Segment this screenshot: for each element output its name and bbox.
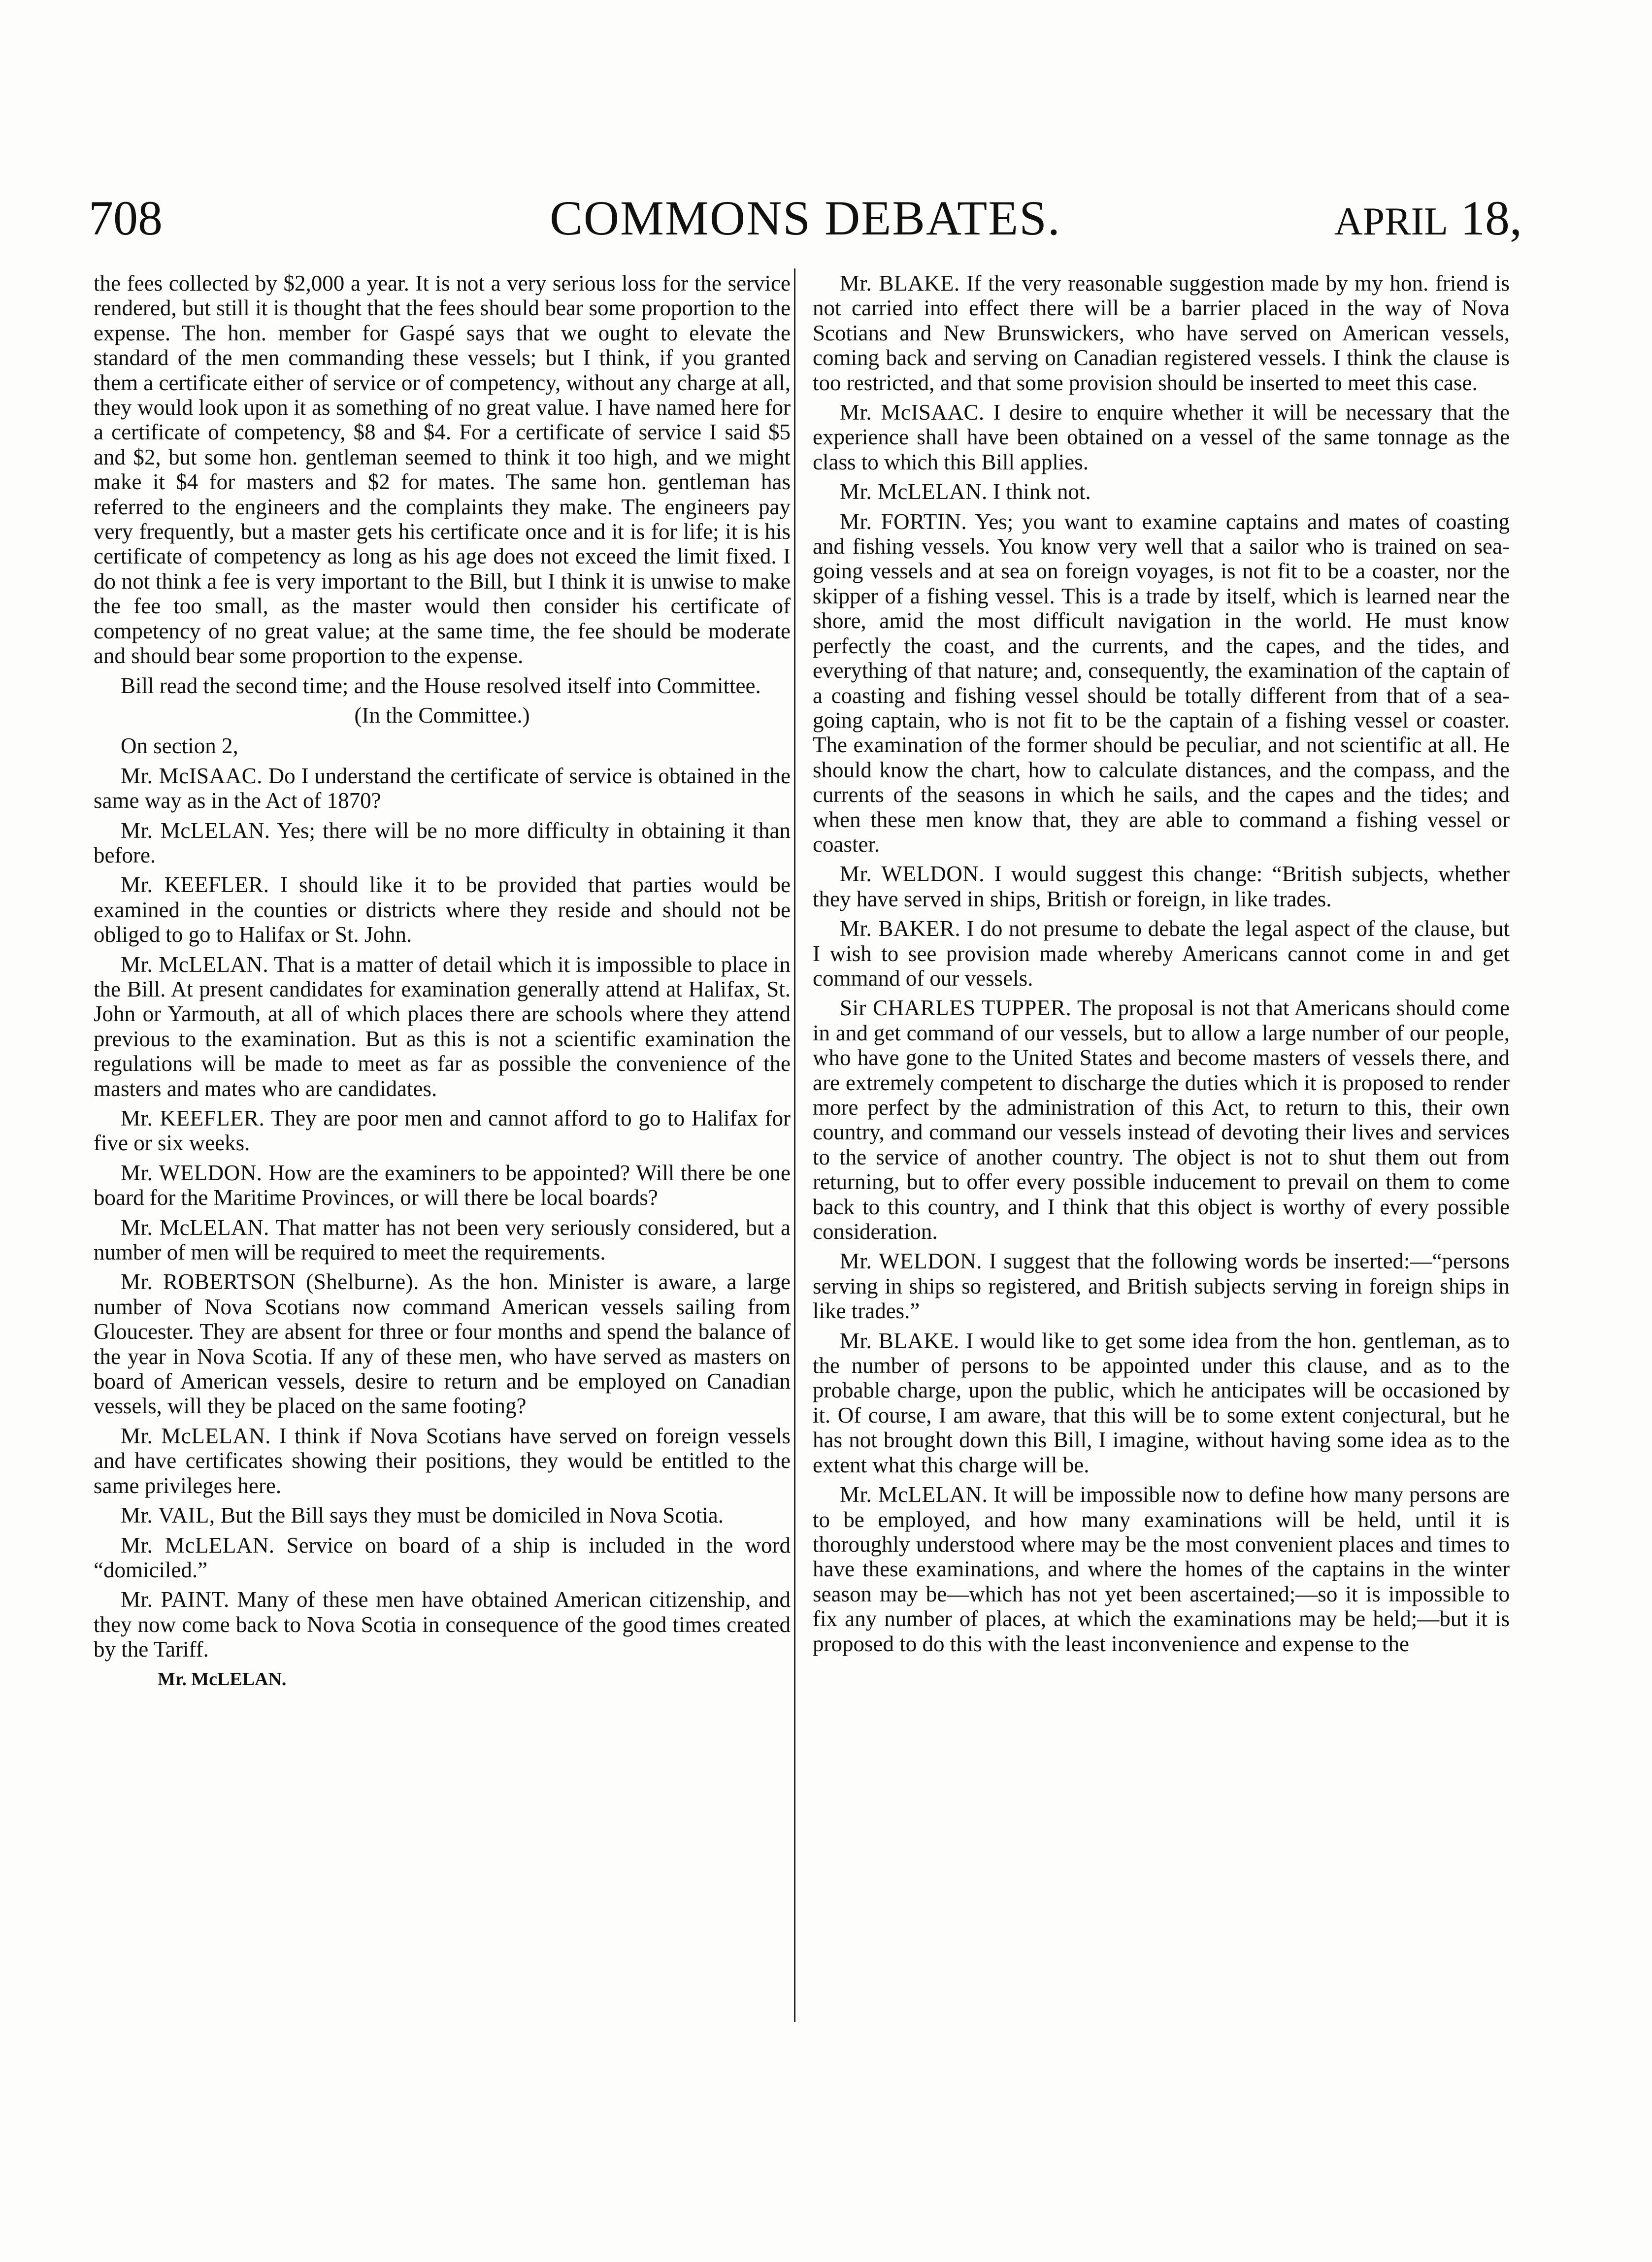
speaker-name: Mr. McLELAN. <box>121 1423 271 1448</box>
column-divider <box>794 268 795 2022</box>
speech-text: That is a matter of detail which it is impossible to place in the Bill. At present candidates for examination generally attend at Halifax, St. John or Yarmouth, at all of which places there are schools where they attend previous to the examination. But as this is not a scientific examination the regulations will be made to meet as far as possible the convenience of the masters and mates who are candidates. <box>94 952 791 1101</box>
speech-text: Do I understand the certificate of service is obtained in the same way as in the Act of 1870? <box>94 763 791 813</box>
speech <box>94 1503 791 1528</box>
speaker-name: Mr. BLAKE. <box>840 1328 960 1353</box>
speech <box>813 1329 1510 1477</box>
speech-text: I would like to get some idea from the hon. gentleman, as to the number of persons to be appointed under this clause, and as to the probable charge, upon the public, which he anticipates will be occasioned by it. Of course, I am aware, that this will be to some extent conjectural, but he has not brought down this Bill, I imagine, without having some idea as to the extent what this charge will be. <box>813 1328 1510 1477</box>
speaker-name: Mr. McISAAC. <box>840 400 985 425</box>
speech-text: How are the examiners to be appointed? Will there be one board for the Maritime Provinces, or will there be local boards? <box>94 1160 791 1210</box>
speech-text: I think if Nova Scotians have served on foreign vessels and have certificates showing their positions, they would be entitled to the same privileges here. <box>94 1423 791 1498</box>
speech <box>813 400 1510 474</box>
paragraph <box>94 673 791 698</box>
speech <box>813 509 1510 857</box>
speech <box>813 996 1510 1244</box>
speaker-name: Mr. McLELAN. <box>840 1482 988 1507</box>
speech <box>94 1161 791 1210</box>
speaker-name: Mr. VAIL, <box>121 1503 215 1528</box>
speech-text: I should like it to be provided that parties would be examined in the counties or districts where they reside and should not be obliged to go to Halifax or St. John. <box>94 872 791 947</box>
speaker-name: Mr. PAINT. <box>121 1587 230 1612</box>
speaker-name: Mr. McLELAN. <box>840 479 988 504</box>
speaker-name: Mr. McLELAN. <box>121 1532 275 1558</box>
speaker-name: Mr. KEEFLER. <box>121 1106 265 1131</box>
speaker-name: Mr. McISAAC. <box>121 763 263 788</box>
speech <box>94 818 791 868</box>
speech <box>813 479 1510 504</box>
speaker-name: Mr. WELDON. <box>121 1160 263 1185</box>
paragraph-text: Bill read the second time; and the House resolved itself into Committee. <box>121 673 761 698</box>
speech-text: It will be impossible now to define how many persons are to be employed, and how many examinations will be held, until it is thoroughly understood where may be the most convenient places and times to have these examinations, and where the homes of the captains in the winter season may be—which has not yet been ascertained;—so it is impossible to fix any number of places, at which the examinations may be held;—but it is proposed to do this with the least inconvenience and expense to the <box>813 1482 1510 1656</box>
speech <box>94 1587 791 1662</box>
speech <box>94 1533 791 1583</box>
paragraph-text: (In the Committee.) <box>354 702 530 728</box>
speech-text: Yes; you want to examine captains and mates of coasting and fishing vessels. You know very well that a sailor who is trained on sea-going vessels and at sea on foreign voyages, is not fit to be a coaster, nor the skipper of a fishing vessel. This is a trade by itself, which is learned near the shore, amid the most difficult navigation in the world. He must know perfectly the coast, and the currents, and the capes, and the tides, and everything of that nature; and, consequently, the examination of the captain of a coasting and fishing vessel should be totally different from that of a sea-going captain, who is not fit to be the captain of a fishing vessel or coaster. The examination of the former should be peculiar, and not scientific at all. He should know the chart, how to calculate distances, and the compass, and the currents of the seasons in which he sails, and the capes and the tides; and when these men know that, they are able to command a fishing vessel or coaster. <box>813 509 1510 857</box>
page-title: COMMONS DEBATES. <box>550 191 1061 245</box>
speech-text: They are poor men and cannot afford to go to Halifax for five or six weeks. <box>94 1106 791 1156</box>
speech-text: I would suggest this change: “British subjects, whether they have served in ships, British or foreign, in like trades. <box>813 862 1510 911</box>
speaker-name: Sir CHARLES TUPPER. <box>840 996 1072 1021</box>
speaker-name: Mr. McLELAN. <box>121 818 270 843</box>
header-date-month: APRIL <box>1334 200 1448 243</box>
header-date-day: 18, <box>1460 191 1522 245</box>
catchword-text: Mr. McLELAN. <box>158 1668 287 1690</box>
speech <box>813 271 1510 395</box>
speech-text: The proposal is not that Americans should come in and get command of our vessels, but to allow a large number of our people, who have gone to the United States and become masters of vessels there, and are extremely competent to discharge the duties which it is proposed to render more perfect by the administration of this Act, to return to this, their own country, and command our vessels instead of devoting their lives and services to the service of another country. The object is not to shut them out from returning, but to offer every possible inducement to prevail on them to come back to this country, and I think that this object is worthy of every possible consideration. <box>813 996 1510 1244</box>
speech <box>813 862 1510 911</box>
speech <box>813 1249 1510 1323</box>
left-column <box>94 271 791 1696</box>
section-heading <box>94 703 791 728</box>
speaker-name: Mr. FORTIN. <box>840 509 967 534</box>
speech-text: As the hon. Minister is aware, a large number of Nova Scotians now command American vessels sailing from Gloucester. They are absent for three or four months and spend the balance of the year in Nova Scotia. If any of these men, who have served as masters on board of American vessels, desire to return and be employed on Canadian vessels, will they be placed on the same footing? <box>94 1269 791 1419</box>
header-date <box>1334 190 1522 246</box>
speech-text: But the Bill says they must be domiciled in Nova Scotia. <box>220 1503 724 1528</box>
speech <box>94 952 791 1101</box>
speech-text: I think not. <box>992 479 1091 504</box>
speaker-name: Mr. WELDON. <box>840 1249 982 1274</box>
speech-text: I desire to enquire whether it will be necessary that the experience shall have been obtained on a vessel of the same tonnage as the class to which this Bill applies. <box>813 400 1510 474</box>
speech <box>813 1482 1510 1656</box>
page-header <box>89 190 1522 254</box>
page-number: 708 <box>89 191 163 245</box>
speech-text: I do not presume to debate the legal aspect of the clause, but I wish to see provision made whereby Americans cannot come in and get command of our vessels. <box>813 916 1510 991</box>
paragraph <box>94 733 791 758</box>
speaker-name: Mr. ROBERTSON (Shelburne). <box>121 1269 419 1295</box>
speech <box>94 1424 791 1498</box>
paragraph-text: the fees collected by $2,000 a year. It is not a very serious loss for the service rendered, but still it is thought that the fees should bear some proportion to the expense. The hon. member for Gaspé says that we ought to elevate the standard of the men commanding these vessels; but I think, if you granted them a certificate either of service or of competency, without any charge at all, they would look upon it as something of no great value. I have named here for a certificate of competency, $8 and $4. For a certificate of service I said $5 and $2, but some hon. gentleman seemed to think it too high, and we might make it $4 for masters and $2 for mates. The same hon. gentleman has referred to the engineers and the complaints they make. The engineers pay very frequently, but a master gets his certificate once and it is for life; it is his certificate of competency as long as his age does not exceed the limit fixed. I do not think a fee is very important to the Bill, but I think it is unwise to make the fee too small, as the master would then consider his certificate of competency of no great value; at the same time, the fee should be moderate and should bear some proportion to the expense. <box>94 271 791 668</box>
speech-text: Service on board of a ship is included in the word “domiciled.” <box>94 1532 791 1582</box>
speech <box>94 1215 791 1265</box>
speech-text: I suggest that the following words be inserted:—“persons serving in ships so registered, and British subjects serving in foreign ships in like trades.” <box>813 1249 1510 1324</box>
speech-text: Yes; there will be no more difficulty in obtaining it than before. <box>94 818 791 867</box>
speech-text: If the very reasonable suggestion made by my hon. friend is not carried into effect there will be a barrier placed in the way of Nova Scotians and New Brunswickers, who have served on American vessels, coming back and serving on Canadian registered vessels. I think the clause is too restricted, and that some provision should be inserted to meet this case. <box>813 271 1510 395</box>
speaker-name: Mr. BAKER. <box>840 916 961 941</box>
speech-text: That matter has not been very seriously considered, but a number of men will be required to meet the requirements. <box>94 1215 791 1265</box>
paragraph <box>94 271 791 668</box>
speaker-name: Mr. BLAKE. <box>840 271 960 296</box>
speaker-name: Mr. McLELAN. <box>121 1215 269 1240</box>
speech <box>94 872 791 947</box>
speaker-name: Mr. KEEFLER. <box>121 872 269 898</box>
speech <box>94 764 791 813</box>
catchword <box>94 1667 791 1692</box>
speech <box>94 1106 791 1156</box>
speech <box>813 916 1510 991</box>
speaker-name: Mr. WELDON. <box>840 862 985 887</box>
speaker-name: Mr. McLELAN. <box>121 952 269 977</box>
right-column <box>813 271 1510 1661</box>
speech <box>94 1269 791 1418</box>
speech-text: Many of these men have obtained American citizenship, and they now come back to Nova Scotia in consequence of the good times created by the Tariff. <box>94 1587 791 1662</box>
paragraph-text: On section 2, <box>121 733 238 759</box>
